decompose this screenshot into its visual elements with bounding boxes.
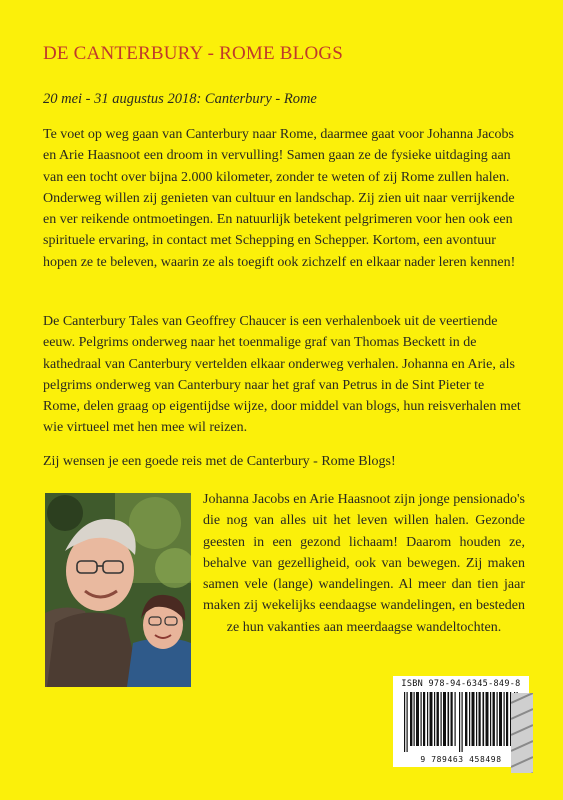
barcode-digits: 9 789463 458498 [420,755,502,764]
isbn-number: ISBN 978-94-6345-849-8 [401,679,521,689]
closing-paragraph: Zij wensen je een goede reis met de Canterbury - Rome Blogs! [43,454,396,469]
intro-paragraph: Te voet op weg gaan van Canterbury naar Rome, daarmee gaat voor Johanna Jacobs en Arie Haasnoot een droom in vervulling! Samen gaan ze de fysieke uitdaging aan van een tocht over bijna 2.000 kilometer, zonder te weten of zij Rome zullen halen. Onderweg willen zij genieten van cultuur en landschap. Zij zien uit naar verrijkende en ver reikende ontmoetingen. En natuurlijk betekent pelgrimeren voor hen ook een spirituele ervaring, in contact met Schepping en Schepper. Kortom, een avontuur hopen ze te beleven, waarin ze als toegift ook zichzelf en elkaar nader leren kennen! [43,127,516,270]
canterbury-tales-paragraph: De Canterbury Tales van Geoffrey Chaucer is een verhalenboek uit de veertiende eeuw. Pelgrims onderweg naar het toenmalige graf van Thomas Beckett in de kathedraal van Canterbury vertelden elkaar onderweg verhalen. Johanna en Arie, als pelgrims onderweg van Canterbury naar het graf van Petrus in de Sint Pieter te Rome, delen graag op eigentijdse wijze, door middel van blogs, hun reisverhalen met wie virtueel met hen mee wil reizen. [43,314,521,436]
isbn-barcode [393,676,529,767]
barcode-bars [402,692,520,752]
publisher-logo-strip [511,693,533,773]
author-bio: Johanna Jacobs en Arie Haasnoot zijn jonge pensionado's die nog van alles uit het leven willen halen. Gezonde geesten in een gezond lichaam! Daarom houden ze, behalve van gezelligheid, ook van bewegen. Zij maken samen vele (lange) wandelingen. Al meer dan tien jaar maken zij wekelijks eendaagse wandelingen, en besteden ze hun vakanties aan meerdaagse wandeltochten. [203,492,525,635]
book-title: DE CANTERBURY - ROME BLOGS [43,43,344,64]
book-subtitle: 20 mei - 31 augustus 2018: Canterbury - Rome [43,91,317,107]
author-photo [45,493,191,687]
